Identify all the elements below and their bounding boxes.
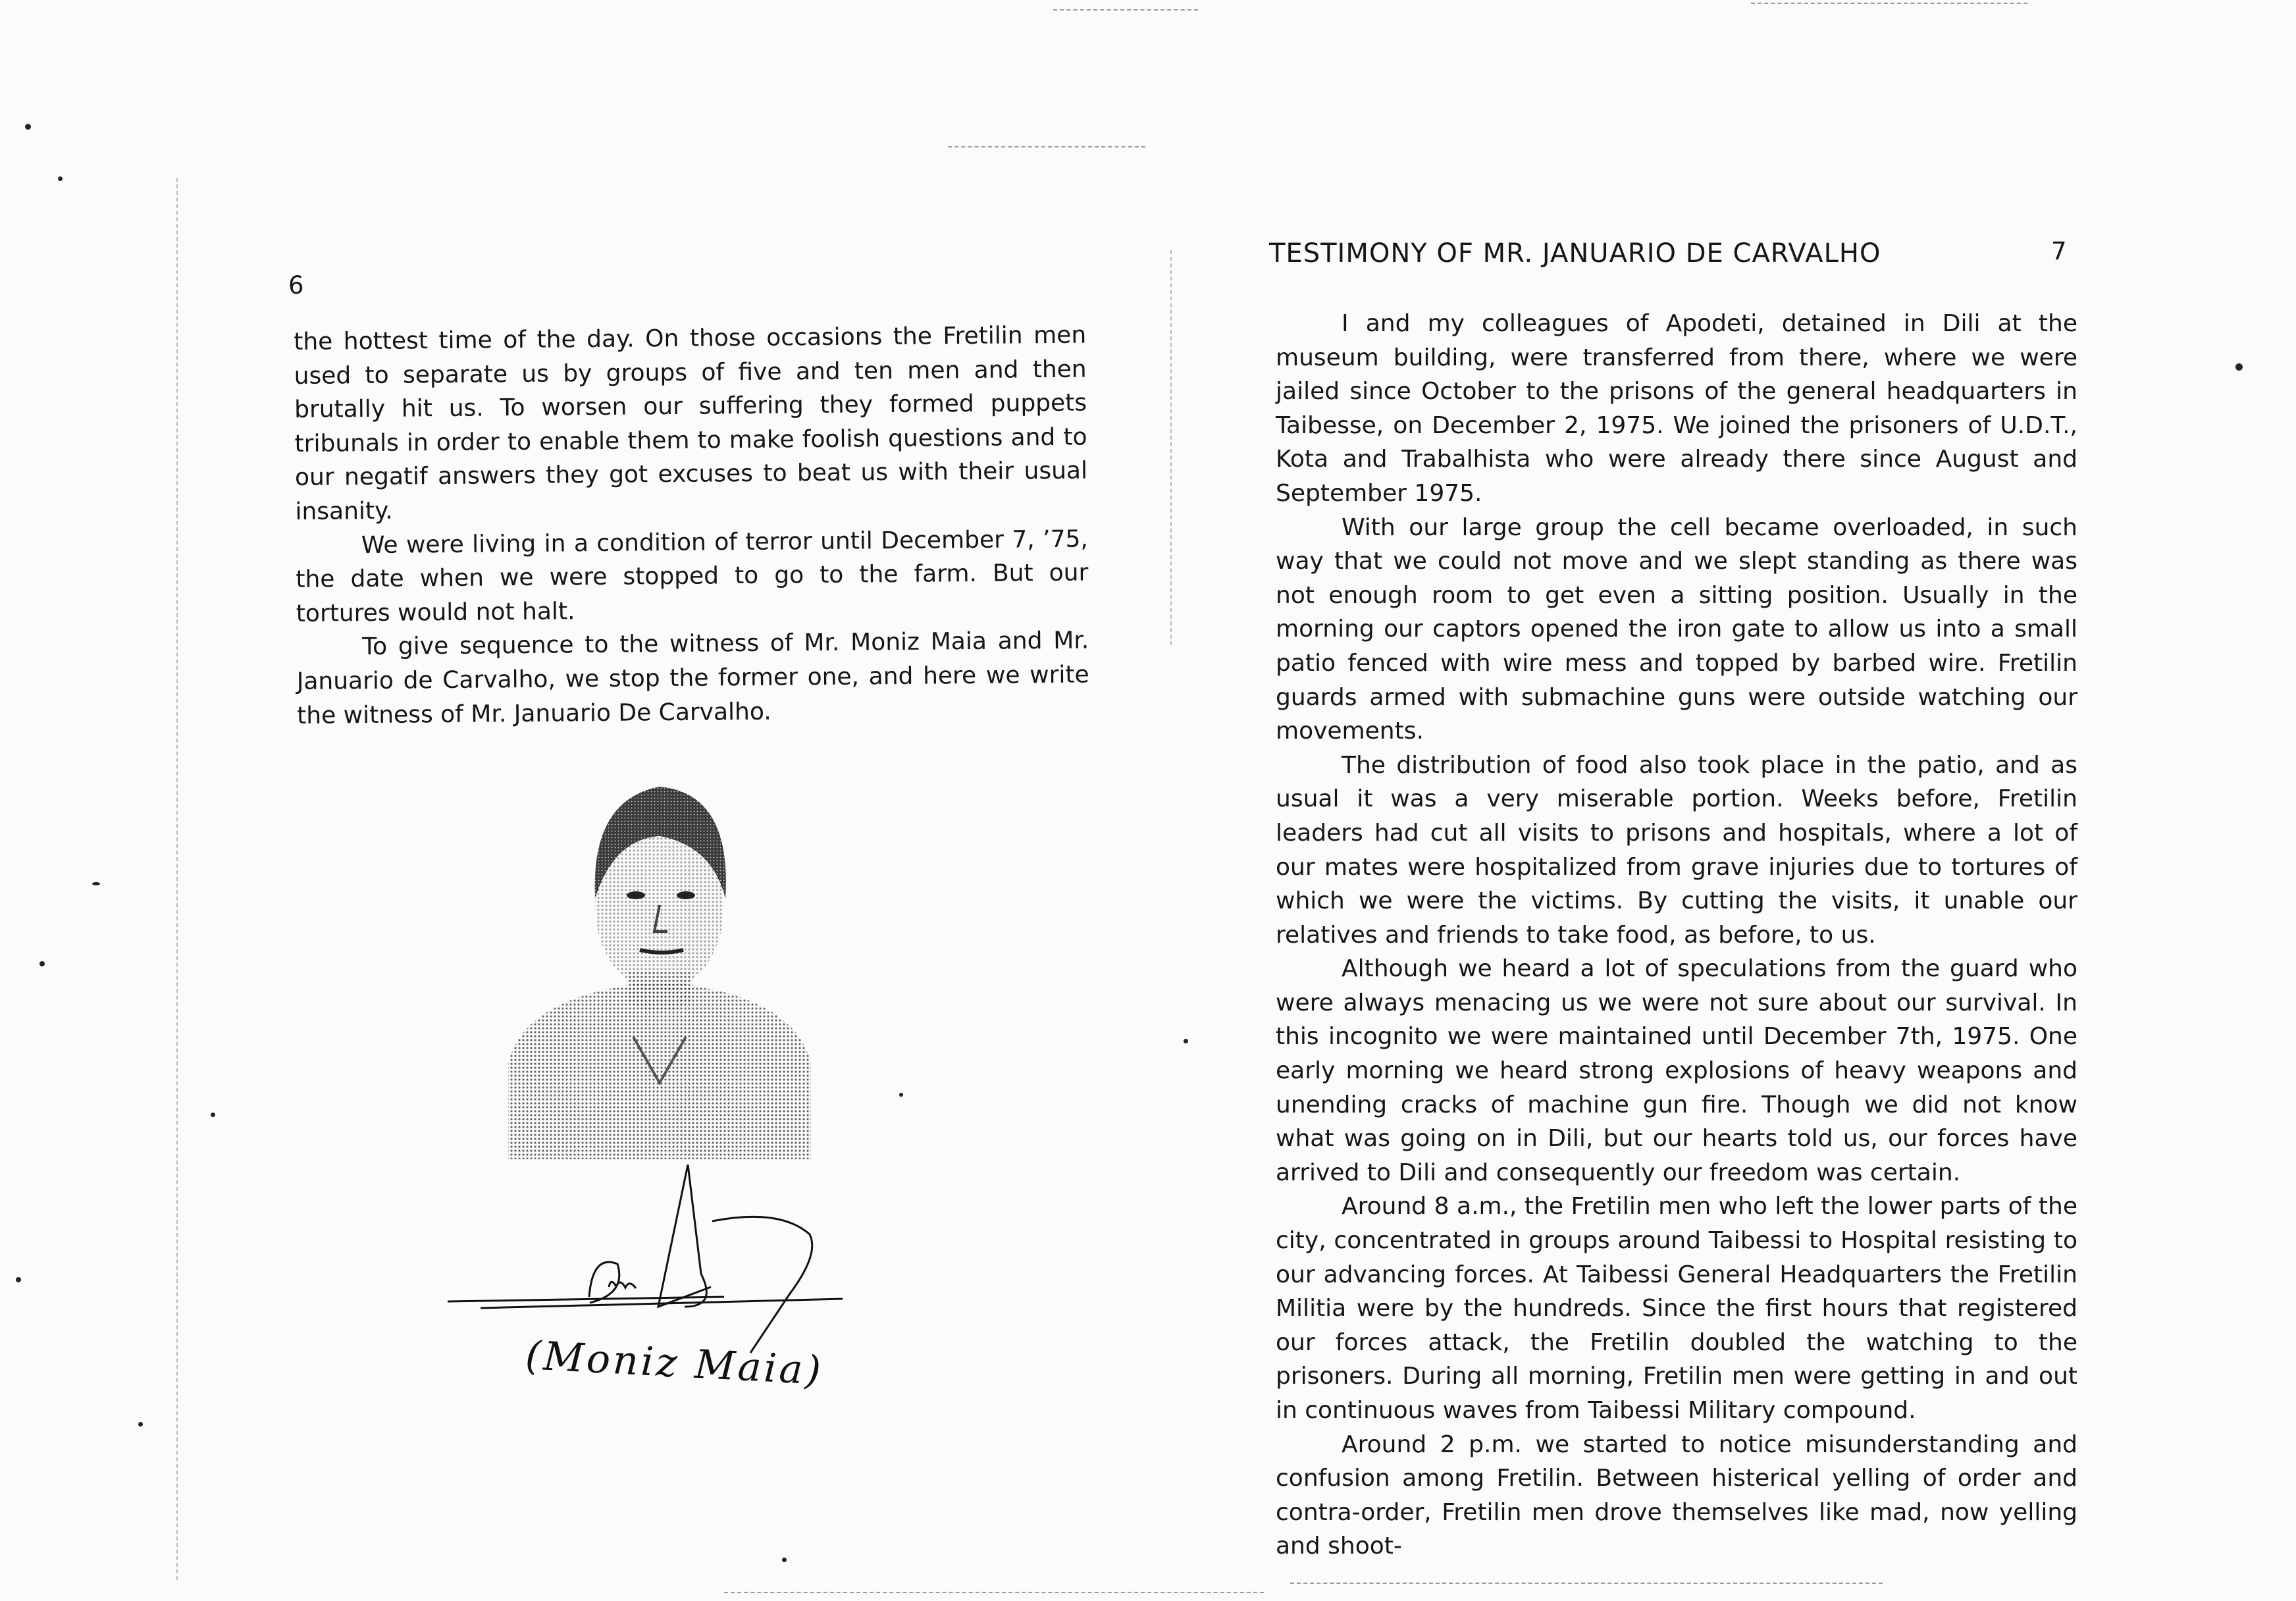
center-gutter-line: [1170, 250, 1172, 645]
scan-speck: [211, 1113, 215, 1117]
top-edge-scan-line: [948, 146, 1145, 147]
left-page-text: [294, 318, 1089, 733]
right-page-text: [1276, 307, 2077, 1563]
scan-speck: [2235, 363, 2243, 371]
paragraph: Around 8 a.m., the Fretilin men who left the lower parts of the city, concentrated in groups around Taibessi to Hospital resisting to our advancing forces. At Taibessi General Headquarters the Fretilin Militia were by the hundreds. Since the first hours that registered our forces attack, the Fretilin doubled the watching to the prisoners. During all morning, Fretilin men were getting in and out in continuous waves from Taibessi Military compound.: [1276, 1193, 2077, 1424]
scan-speck: [899, 1093, 903, 1097]
paragraph: I and my colleagues of Apodeti, detained in Dili at the museum building, were transferred from there, where we were jailed since October to the prisons of the general headquarters in Taibesse, on December 2, 1975. We joined the prisoners of U.D.T., Kota and Trabalhista who were already there since August and September 1975.: [1276, 310, 2077, 507]
paragraph: To give sequence to the witness of Mr. Moniz Maia and Mr. Januario de Carvalho, we stop the former one, and here we write the witness of Mr. Januario De Carvalho.: [296, 627, 1089, 729]
top-edge-scan-line: [1053, 9, 1198, 11]
running-head: TESTIMONY OF MR. JANUARIO DE CARVALHO: [1269, 238, 1881, 269]
paragraph: We were living in a condition of terror until December 7, ’75, the date when we were stopped to go to the farm. But our tortures would not halt.: [296, 525, 1089, 627]
portrait-photo-icon: [502, 774, 818, 1159]
scan-speck: [39, 961, 45, 966]
scan-speck: [92, 882, 100, 885]
scan-speck: [1184, 1039, 1188, 1043]
scan-speck: [782, 1558, 787, 1562]
right-page-number: 7: [2051, 237, 2067, 265]
scan-speck: [138, 1422, 143, 1427]
scan-speck: [16, 1277, 21, 1282]
left-page-number: 6: [288, 271, 304, 300]
top-edge-scan-line: [1751, 3, 2027, 4]
paragraph: the hottest time of the day. On those occasions the Fretilin men used to separate us by groups of five and ten men and then brutally hit us. To worsen our suffering they formed puppets tribunals in order to enable them to make foolish questions and to our negatif answers they got excuses to beat us with their usual insanity.: [294, 321, 1088, 525]
paragraph: Around 2 p.m. we started to notice misunderstanding and confusion among Fretilin. Between histerical yelling of order and contra-order, Fretilin men drove themselves like mad, now yelling and shoot-: [1276, 1430, 2077, 1560]
scan-speck: [58, 176, 63, 181]
paragraph: Although we heard a lot of speculations from the guard who were always menacing us we were not sure about our survival. In this incognito we were maintained until December 7th, 1975. One early morning we heard strong explosions of heavy weapons and unending cracks of machine gun fire. Though we did not know what was going on in Dili, but our hearts told us, our forces have arrived to Dili and consequently our freedom was certain.: [1276, 955, 2077, 1186]
left-gutter-line: [176, 178, 178, 1580]
signature-name-caption: (Moniz Maia): [524, 1332, 825, 1394]
bottom-edge-scan-line: [724, 1592, 1264, 1593]
paragraph: The distribution of food also took place in the patio, and as usual it was a very miserable portion. Weeks before, Fretilin leaders had cut all visits to prisons and hospitals, where a lot of our mates were hospitalized from grave injuries due to tortures of which we were the victims. By cutting the visits, it unable our relatives and friends to take food, as before, to us.: [1276, 751, 2077, 949]
scan-speck: [25, 124, 31, 130]
bottom-edge-scan-line: [1290, 1583, 1883, 1584]
paragraph: With our large group the cell became overloaded, in such way that we could not move and we slept standing as there was not enough room to get even a sitting position. Usually in the morning our captors opened the iron gate to allow us into a small patio fenced with wire mess and topped by barbed wire. Fretilin guards armed with submachine guns were outside watching our movements.: [1276, 513, 2077, 745]
